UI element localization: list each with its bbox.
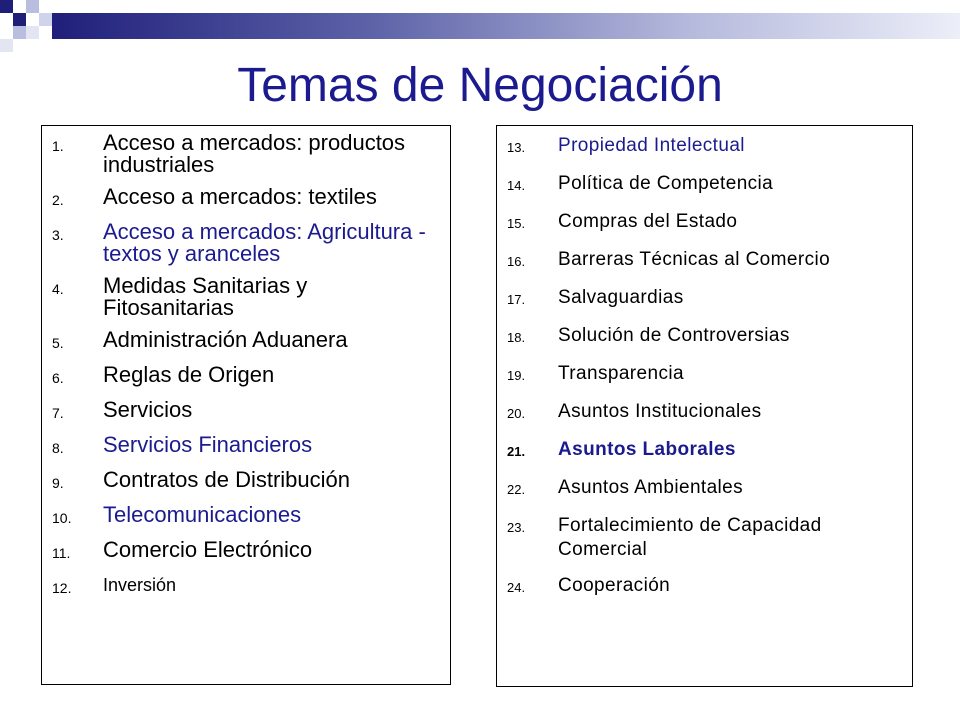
list-item bbox=[52, 434, 440, 459]
header-gradient-bar bbox=[52, 13, 960, 39]
list-item bbox=[52, 364, 440, 389]
left-topics-list bbox=[42, 126, 450, 599]
decor-square bbox=[26, 0, 39, 13]
list-item bbox=[507, 574, 902, 600]
list-item bbox=[507, 362, 902, 388]
item-text: Política de Competencia bbox=[558, 173, 774, 194]
list-item bbox=[52, 504, 440, 529]
item-number: 2. bbox=[52, 192, 64, 208]
item-number: 7. bbox=[52, 405, 64, 421]
item-text: Comercio Electrónico bbox=[103, 537, 313, 562]
item-text: Inversión bbox=[103, 575, 177, 595]
item-text: Asuntos Ambientales bbox=[558, 477, 744, 498]
list-item bbox=[507, 248, 902, 274]
item-text: Servicios Financieros bbox=[103, 432, 313, 457]
item-number: 22. bbox=[507, 482, 526, 497]
list-item bbox=[507, 324, 902, 350]
item-text: Solución de Controversias bbox=[558, 325, 790, 346]
item-text: Fortalecimiento de Capacidad Comercial bbox=[558, 515, 822, 560]
list-item bbox=[507, 438, 902, 464]
list-item bbox=[507, 210, 902, 236]
list-item bbox=[52, 329, 440, 354]
item-text: Asuntos Laborales bbox=[558, 439, 736, 460]
decor-square bbox=[13, 26, 26, 39]
item-number: 1. bbox=[52, 138, 64, 154]
left-topics-box bbox=[41, 125, 451, 685]
list-item bbox=[507, 400, 902, 426]
item-number: 8. bbox=[52, 440, 64, 456]
item-text: Barreras Técnicas al Comercio bbox=[558, 249, 831, 270]
list-item bbox=[507, 286, 902, 312]
item-number: 13. bbox=[507, 140, 526, 155]
item-text: Asuntos Institucionales bbox=[558, 401, 762, 422]
item-text: Administración Aduanera bbox=[103, 327, 348, 352]
list-item bbox=[507, 476, 902, 502]
list-item bbox=[52, 275, 440, 319]
item-number: 3. bbox=[52, 227, 64, 243]
right-topics-box bbox=[496, 125, 913, 687]
list-item bbox=[52, 399, 440, 424]
list-item bbox=[507, 134, 902, 160]
item-number: 15. bbox=[507, 216, 526, 231]
item-number: 9. bbox=[52, 475, 64, 491]
item-number: 18. bbox=[507, 330, 526, 345]
list-item bbox=[52, 132, 440, 176]
item-text: Compras del Estado bbox=[558, 211, 738, 232]
item-number: 21. bbox=[507, 444, 526, 459]
item-text: Telecomunicaciones bbox=[103, 502, 302, 527]
item-number: 16. bbox=[507, 254, 526, 269]
item-number: 10. bbox=[52, 510, 72, 526]
list-item bbox=[507, 514, 902, 562]
item-number: 20. bbox=[507, 406, 526, 421]
item-number: 4. bbox=[52, 281, 64, 297]
item-number: 12. bbox=[52, 580, 72, 596]
decor-square bbox=[26, 26, 39, 39]
item-text: Medidas Sanitarias y Fitosanitarias bbox=[103, 273, 308, 320]
item-text: Reglas de Origen bbox=[103, 362, 275, 387]
list-item bbox=[52, 221, 440, 265]
right-topics-list bbox=[497, 126, 912, 600]
item-number: 6. bbox=[52, 370, 64, 386]
item-number: 14. bbox=[507, 178, 526, 193]
list-item bbox=[507, 172, 902, 198]
item-text: Cooperación bbox=[558, 575, 671, 596]
item-text: Contratos de Distribución bbox=[103, 467, 351, 492]
decor-square bbox=[39, 13, 52, 26]
slide-title: Temas de Negociación bbox=[237, 59, 723, 112]
list-item bbox=[52, 469, 440, 494]
item-text: Salvaguardias bbox=[558, 287, 684, 308]
item-number: 5. bbox=[52, 335, 64, 351]
list-item bbox=[52, 186, 440, 211]
item-text: Transparencia bbox=[558, 363, 684, 384]
item-text: Servicios bbox=[103, 397, 193, 422]
list-item bbox=[52, 539, 440, 564]
list-item bbox=[52, 574, 440, 599]
item-text: Acceso a mercados: Agricultura - textos y aranceles bbox=[103, 219, 426, 266]
item-text: Acceso a mercados: textiles bbox=[103, 184, 377, 209]
item-number: 23. bbox=[507, 520, 526, 535]
decor-square bbox=[0, 39, 13, 52]
item-number: 24. bbox=[507, 580, 526, 595]
item-number: 17. bbox=[507, 292, 526, 307]
item-number: 19. bbox=[507, 368, 526, 383]
decor-square bbox=[0, 0, 13, 13]
item-number: 11. bbox=[52, 545, 71, 561]
item-text: Acceso a mercados: productos industriales bbox=[103, 130, 406, 177]
decor-square bbox=[13, 13, 26, 26]
item-text: Propiedad Intelectual bbox=[558, 135, 745, 156]
